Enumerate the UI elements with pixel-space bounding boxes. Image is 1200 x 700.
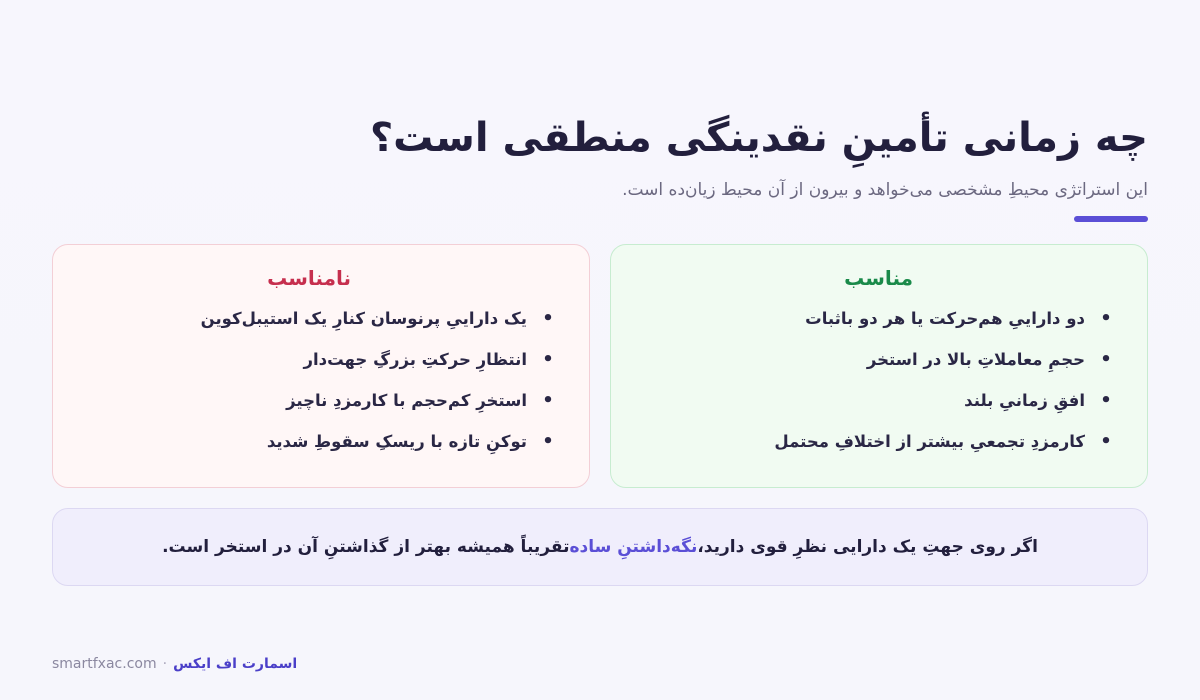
accent-divider	[1074, 216, 1148, 222]
list-item	[87, 381, 555, 422]
suitable-heading: مناسب	[844, 266, 913, 290]
list-item-text: انتظارِ حرکتِ بزرگِ جهت‌دار	[303, 350, 527, 369]
list-item-text: دو داراییِ هم‌حرکت یا هر دو باثبات	[805, 309, 1085, 328]
list-item	[645, 340, 1113, 381]
unsuitable-heading: نامناسب	[267, 266, 351, 290]
list-item-text: توکنِ تازه با ریسکِ سقوطِ شدید	[266, 432, 527, 451]
bullet-icon: •	[1100, 390, 1112, 411]
bullet-icon: •	[542, 349, 554, 370]
footer-domain: smartfxac.com	[52, 656, 157, 672]
unsuitable-list	[87, 299, 555, 463]
list-item	[645, 299, 1113, 340]
footer	[52, 656, 297, 672]
list-item-text: یک داراییِ پرنوسان کنارِ یک استیبل‌کوین	[200, 309, 527, 328]
list-item	[645, 381, 1113, 422]
bullet-icon: •	[1100, 349, 1112, 370]
list-item-text: کارمزدِ تجمعیِ بیشتر از اختلافِ محتمل	[774, 432, 1085, 451]
list-item-text: افقِ زمانیِ بلند	[964, 391, 1085, 410]
footer-brand: اسمارت اف ایکس	[173, 656, 298, 672]
bullet-icon: •	[1100, 431, 1112, 452]
suitable-list	[645, 299, 1113, 463]
list-item	[645, 422, 1113, 463]
page-subtitle: این استراتژی محیطِ مشخصی می‌خواهد و بیرون از آن محیط زیان‌ده است.	[622, 180, 1148, 200]
list-item-text: استخرِ کم‌حجم با کارمزدِ ناچیز	[286, 391, 527, 410]
bullet-icon: •	[1100, 308, 1112, 329]
note-text-before: اگر روی جهتِ یک دارایی نظرِ قوی دارید،	[697, 537, 1038, 557]
takeaway-note	[52, 508, 1148, 586]
suitable-card	[610, 244, 1148, 488]
list-item	[87, 299, 555, 340]
unsuitable-card	[52, 244, 590, 488]
bullet-icon: •	[542, 390, 554, 411]
footer-separator: ·	[162, 656, 168, 672]
list-item	[87, 340, 555, 381]
list-item-text: حجمِ معاملاتِ بالا در استخر	[866, 350, 1085, 369]
note-text-after: تقریباً همیشه بهتر از گذاشتنِ آن در استخر است.	[162, 537, 570, 557]
list-item	[87, 422, 555, 463]
bullet-icon: •	[542, 431, 554, 452]
note-highlight: نگه‌داشتنِ ساده	[569, 537, 698, 557]
bullet-icon: •	[542, 308, 554, 329]
page-title: چه زمانی تأمینِ نقدینگی منطقی است؟	[369, 115, 1148, 161]
